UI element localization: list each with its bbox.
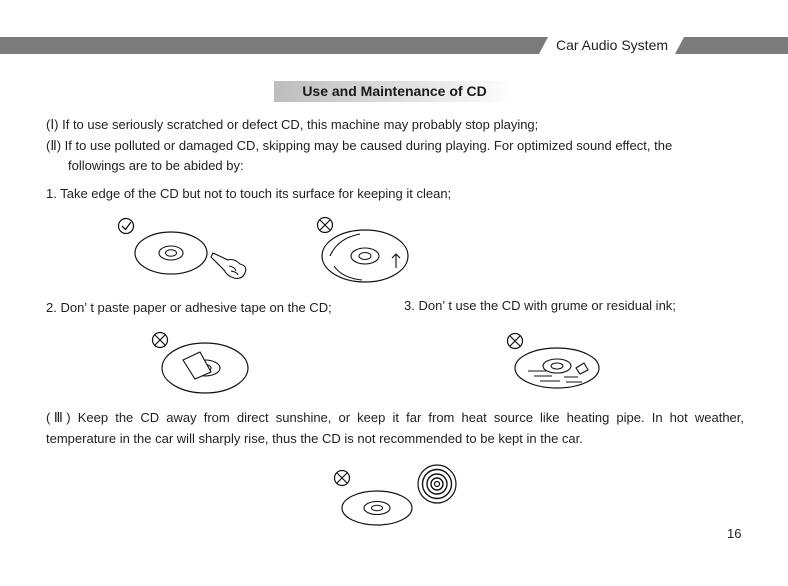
header-bar-left xyxy=(0,37,548,54)
cd-disc-icon xyxy=(342,491,412,525)
cross-circle-icon xyxy=(335,471,350,486)
cross-circle-icon xyxy=(318,218,333,233)
header-title: Car Audio System xyxy=(555,37,669,53)
section-title: Use and Maintenance of CD xyxy=(274,81,515,102)
paragraph-polluted-cd-line2: followings are to be abided by: xyxy=(68,158,244,173)
page-number: 16 xyxy=(727,526,742,541)
cross-circle-icon xyxy=(153,333,168,348)
paper-tape-icon xyxy=(183,352,211,379)
header-bar-right xyxy=(675,37,788,54)
paper-on-cd-illustration xyxy=(145,330,260,395)
cd-disc-icon xyxy=(322,230,408,282)
paragraph-sunshine-line1: (Ⅲ) Keep the CD away from direct sunshine, or keep it far from heat source like heating pipe. In hot weather, xyxy=(46,410,744,425)
paragraph-sunshine-line2: temperature in the car will sharply rise, thus the CD is not recommended to be kept in the car. xyxy=(46,431,583,446)
instruction-item-1: 1. Take edge of the CD but not to touch its surface for keeping it clean; xyxy=(46,186,452,201)
check-circle-icon xyxy=(119,219,134,234)
wrong-handling-illustration xyxy=(310,210,420,290)
paragraph-polluted-cd-line1: (Ⅱ) If to use polluted or damaged CD, skipping may be caused during playing. For optimized sound effect, the xyxy=(46,138,673,153)
heat-source-icon xyxy=(418,465,456,503)
cd-disc-icon xyxy=(135,232,207,274)
hand-icon xyxy=(211,253,246,278)
correct-handling-illustration xyxy=(110,210,260,290)
heat-source-illustration xyxy=(325,463,465,531)
instruction-item-2: 2. Don’ t paste paper or adhesive tape on the CD; xyxy=(46,300,332,315)
instruction-item-3: 3. Don’ t use the CD with grume or residual ink; xyxy=(404,298,676,313)
cross-circle-icon xyxy=(508,334,523,349)
grume-on-cd-illustration xyxy=(502,330,617,395)
paragraph-scratched-cd: (Ⅰ) If to use seriously scratched or defect CD, this machine may probably stop playing; xyxy=(46,117,539,132)
